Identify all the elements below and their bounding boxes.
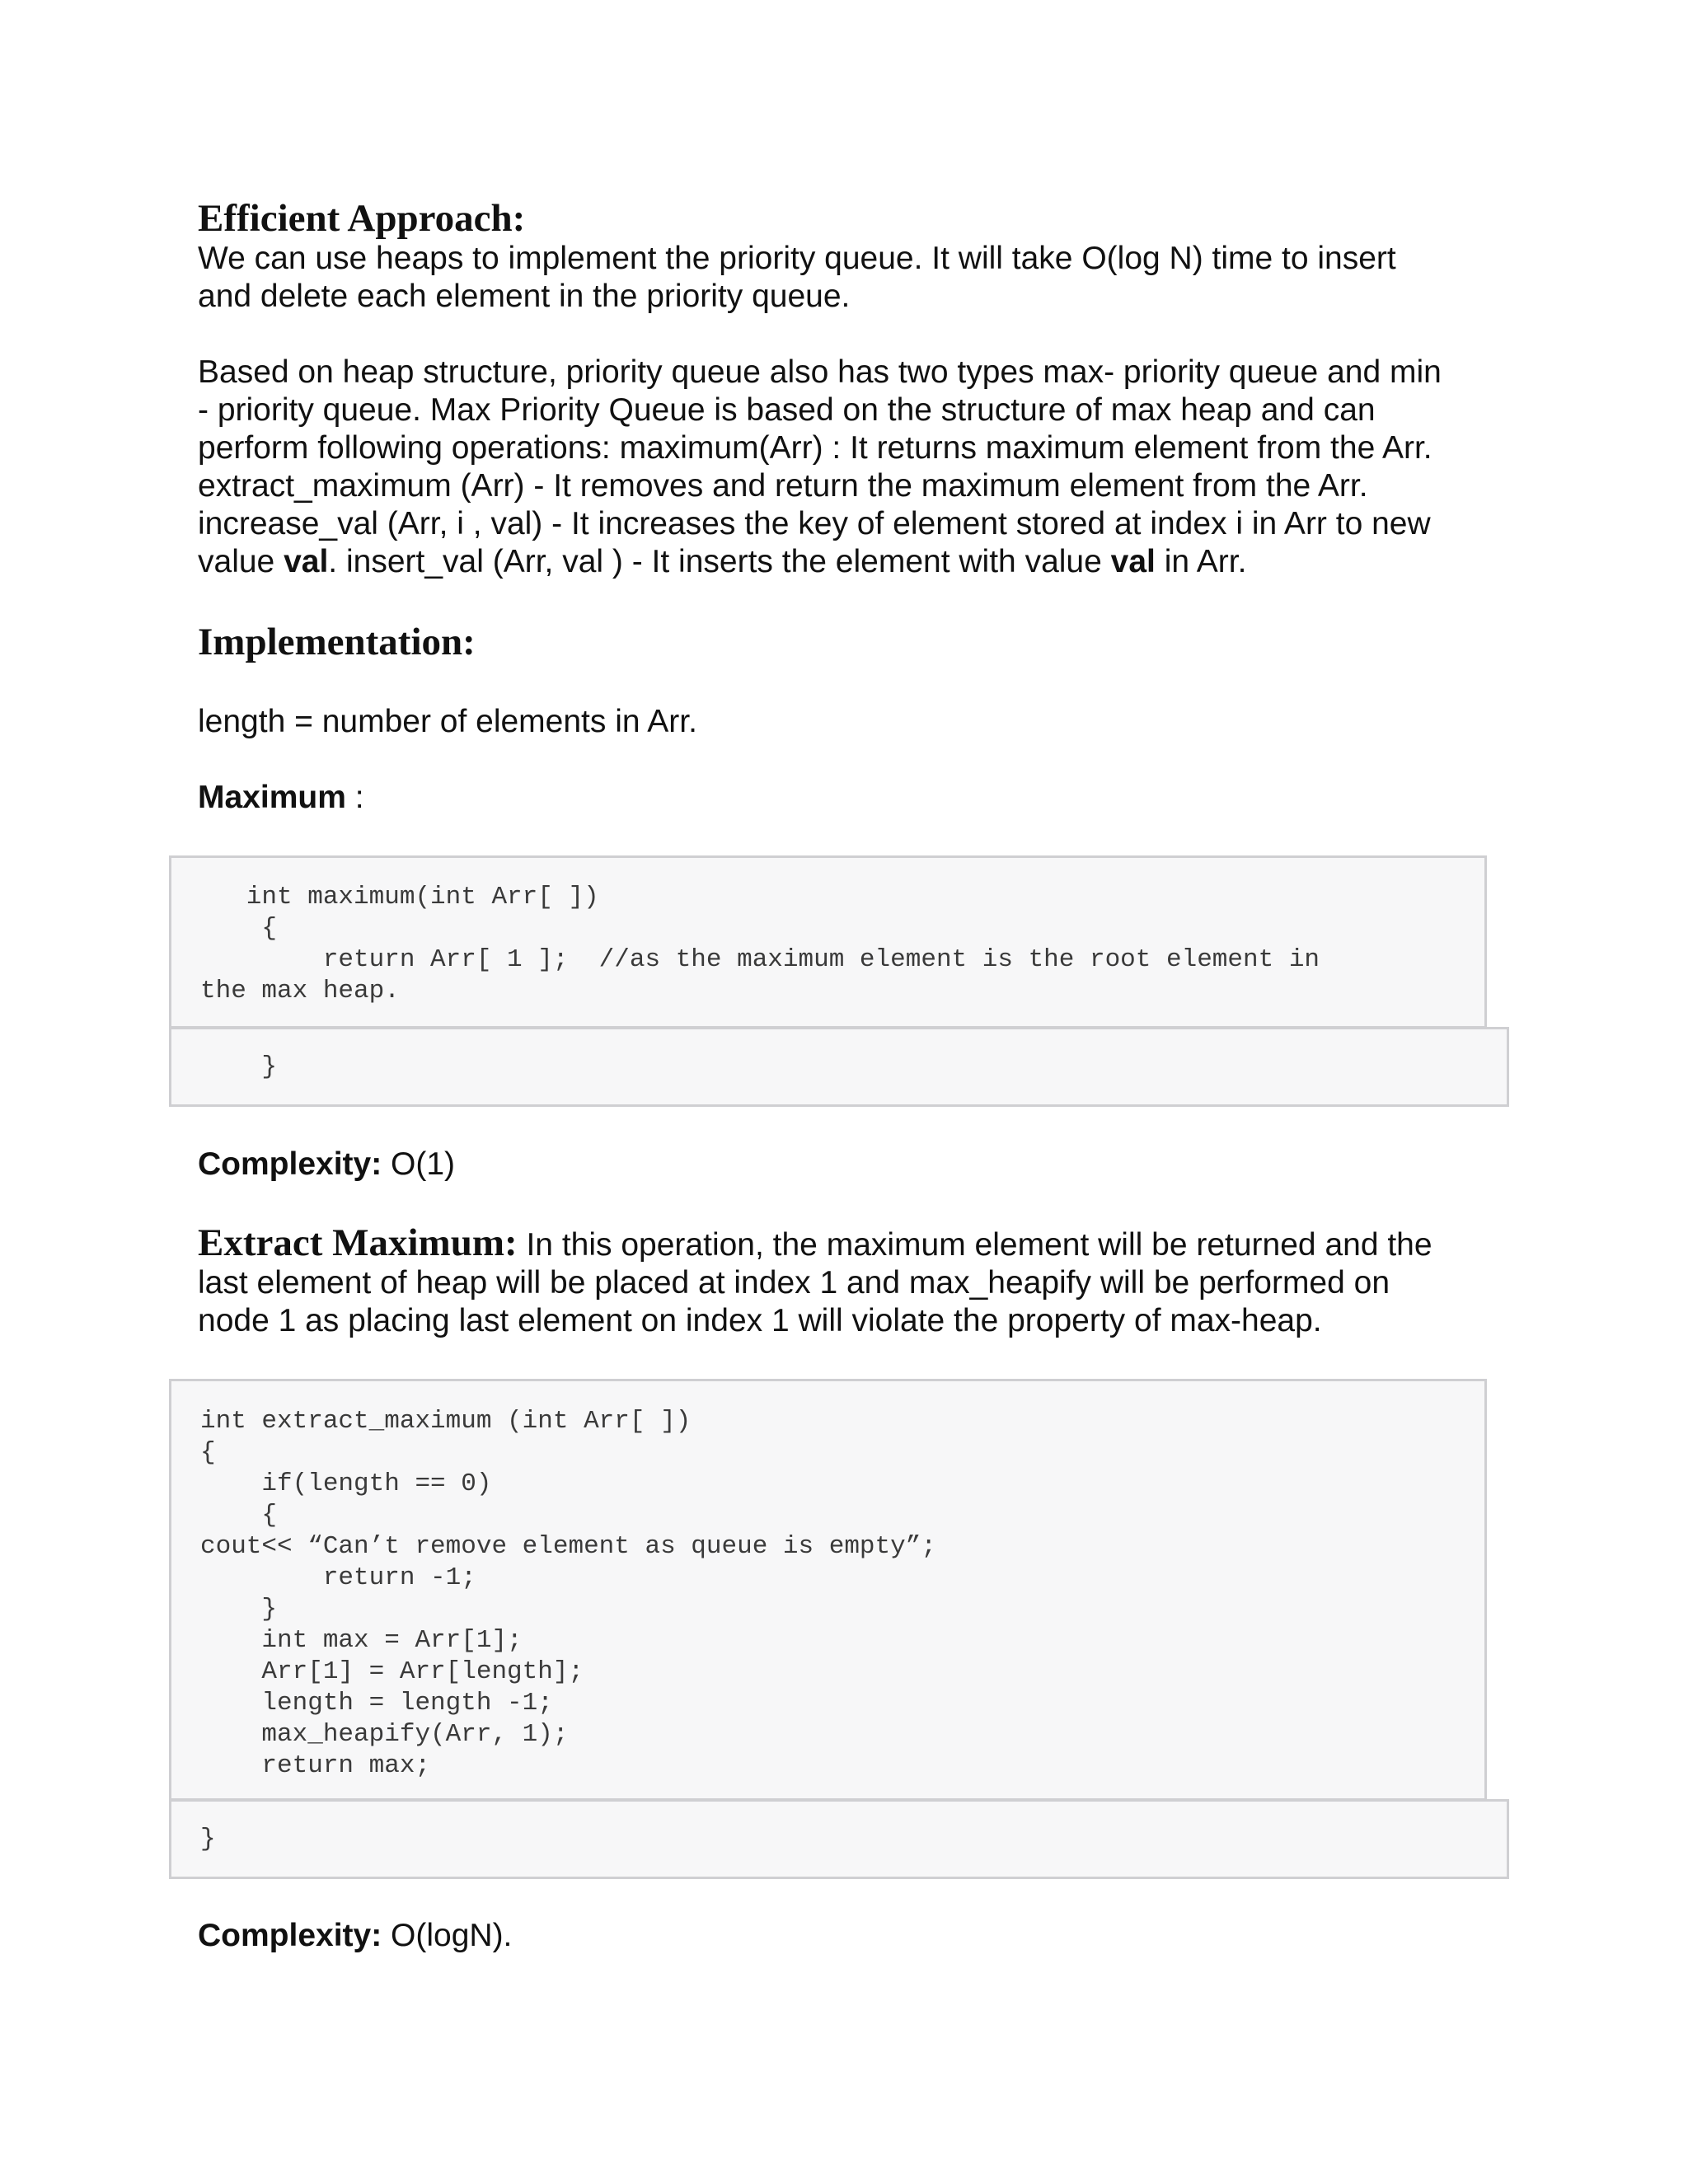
efficient-approach-heading: Efficient Approach: [198, 197, 526, 240]
extract-maximum-line-1 [198, 1221, 1432, 1264]
val-bold-text: val [1110, 544, 1156, 579]
complexity-value: O(1) [382, 1146, 456, 1182]
code-maximum-tail-text: } [200, 1052, 278, 1081]
extract-maximum-line-2: last element of heap will be placed at index 1 and max_heapify will be performed on [198, 1265, 1390, 1301]
maximum-label-colon: : [345, 780, 364, 815]
complexity-value: O(logN). [382, 1918, 513, 1953]
code-block-extract-maximum [169, 1379, 1487, 1801]
maximum-label [198, 779, 364, 817]
based-text-part: . insert_val (Arr, val ) - It inserts the element with value [328, 544, 1111, 579]
based-line-1: Based on heap structure, priority queue also has two types max- priority queue and min [198, 354, 1442, 390]
efficient-line-2: and delete each element in the priority queue. [198, 279, 851, 314]
complexity-extract-maximum [198, 1917, 512, 1955]
based-line-6 [198, 543, 1246, 581]
code-maximum-text: int maximum(int Arr[ ]) { return Arr[ 1 ]; //as the maximum element is the root element in the max heap. [200, 883, 1320, 1005]
complexity-label: Complexity: [198, 1146, 382, 1182]
code-block-maximum [169, 855, 1487, 1029]
val-bold-text: val [284, 544, 329, 579]
length-definition: length = number of elements in Arr. [198, 704, 697, 739]
extract-maximum-line-3: node 1 as placing last element on index 1 will violate the property of max-heap. [198, 1303, 1322, 1338]
based-text-part: value [198, 544, 284, 579]
code-block-maximum-tail [169, 1027, 1509, 1107]
implementation-heading: Implementation: [198, 621, 476, 663]
code-block-extract-maximum-tail [169, 1799, 1509, 1879]
maximum-label-bold: Maximum [198, 780, 346, 815]
based-text-part: in Arr. [1155, 544, 1247, 579]
based-line-5: increase_val (Arr, i , val) - It increases the key of element stored at index i in Arr to new [198, 506, 1431, 541]
complexity-maximum [198, 1146, 455, 1183]
complexity-label: Complexity: [198, 1918, 382, 1953]
based-line-4: extract_maximum (Arr) - It removes and return the maximum element from the Arr. [198, 468, 1368, 504]
code-extract-maximum-tail-text: } [200, 1825, 216, 1854]
extract-intro-text: In this operation, the maximum element will be returned and the [517, 1227, 1432, 1263]
efficient-line-1: We can use heaps to implement the priority queue. It will take O(log N) time to insert [198, 241, 1396, 276]
extract-maximum-heading: Extract Maximum: [198, 1221, 518, 1264]
based-line-2: - priority queue. Max Priority Queue is based on the structure of max heap and can [198, 392, 1376, 428]
code-extract-maximum-text: int extract_maximum (int Arr[ ]) { if(length == 0) { cout<< “Can’t remove element as queue is empty”; return -1; } int max = Arr[1]; Arr[1] = Arr[length]; length = length -1; max_heapify(Arr, 1); return max; [200, 1407, 936, 1780]
based-line-3: perform following operations: maximum(Arr) : It returns maximum element from the Arr. [198, 430, 1432, 466]
